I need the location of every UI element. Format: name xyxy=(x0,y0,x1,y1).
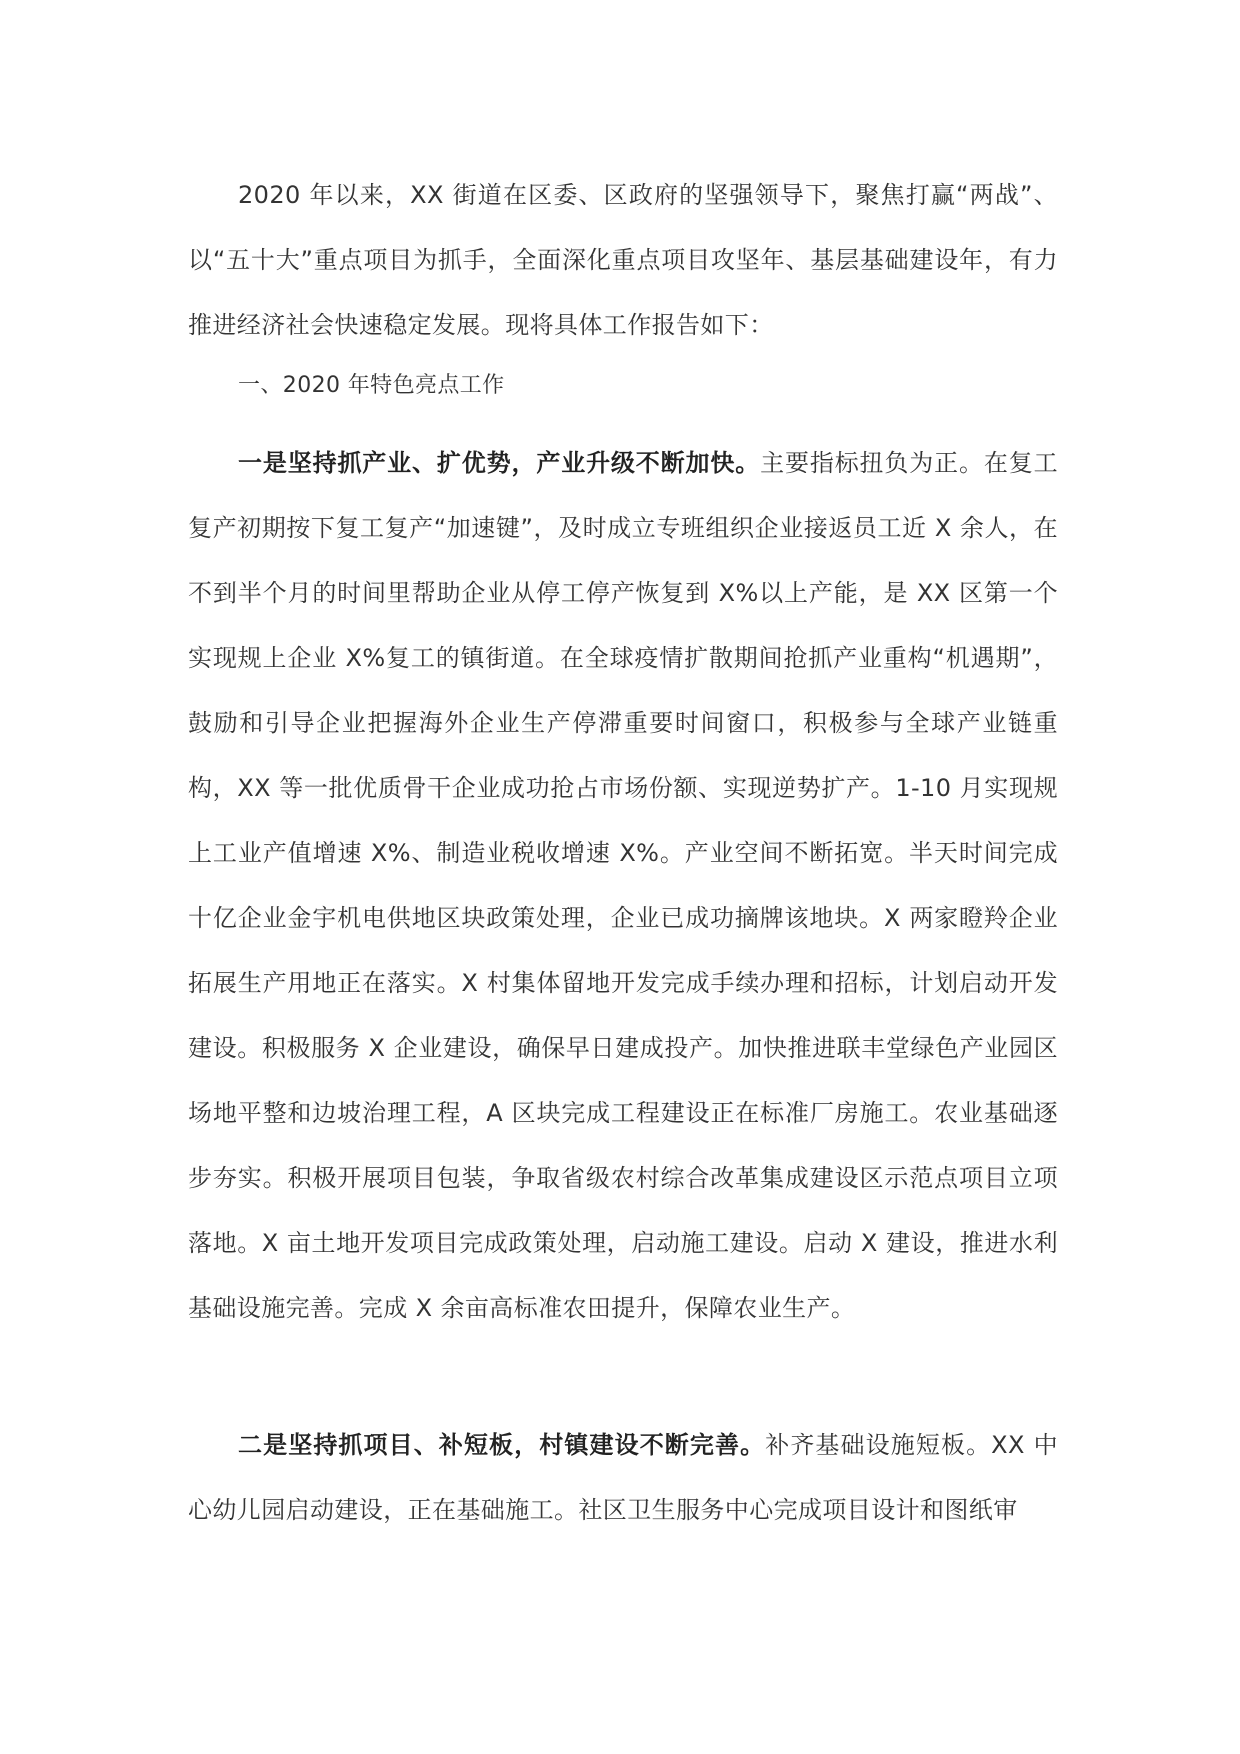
item-one-body: 主要指标扭负为正。在复工复产初期按下复工复产“加速键”，及时成立专班组织企业接返员工近 X 余人，在不到半个月的时间里帮助企业从停工停产恢复到 X%以上产能，是 XX 区第一个实现规上企业 X%复工的镇街道。在全球疫情扩散期间抢抓产业重构“机遇期”，鼓励和引导企业把握海外企业生产停滞重要时间窗口，积极参与全球产业链重构，XX 等一批优质骨干企业成功抢占市场份额、实现逆势扩产。1-10 月实现规上工业产值增速 X%、制造业税收增速 X%。产业空间不断拓宽。半天时间完成十亿企业金宇机电供地区块政策处理，企业已成功摘牌该地块。X 两家瞪羚企业拓展生产用地正在落实。X 村集体留地开发完成手续办理和招标，计划启动开发建设。积极服务 X 企业建设，确保早日建成投产。加快推进联丰堂绿色产业园区场地平整和边坡治理工程，A 区块完成工程建设正在标准厂房施工。农业基础逐步夯实。积极开展项目包装，争取省级农村综合改革集成建设区示范点项目立项落地。X 亩土地开发项目完成政策处理，启动施工建设。启动 X 建设，推进水利基础设施完善。完成 X 余亩高标准农田提升，保障农业生产。 xyxy=(188,449,1058,1322)
section-heading xyxy=(188,366,1058,406)
item-two-body: 补齐基础设施短板。XX 中心幼儿园启动建设，正在基础施工。社区卫生服务中心完成项目设计和图纸审 xyxy=(188,1431,1058,1524)
item-two-title: 二是坚持抓项目、补短板，村镇建设不断完善。 xyxy=(238,1431,766,1459)
intro-text: 2020 年以来，XX 街道在区委、区政府的坚强领导下，聚焦打赢“两战”、以“五十大”重点项目为抓手，全面深化重点项目攻坚年、基层基础建设年，有力推进经济社会快速稳定发展。现将具体工作报告如下： xyxy=(188,181,1058,339)
item-one-paragraph xyxy=(188,431,1058,1341)
item-two-paragraph xyxy=(188,1413,1058,1543)
item-two-text xyxy=(188,1413,1058,1543)
intro-paragraph xyxy=(188,163,1058,358)
section-heading-text: 一、2020 年特色亮点工作 xyxy=(238,373,505,398)
item-one-title: 一是坚持抓产业、扩优势，产业升级不断加快。 xyxy=(238,449,761,477)
item-one-text xyxy=(188,431,1058,1341)
